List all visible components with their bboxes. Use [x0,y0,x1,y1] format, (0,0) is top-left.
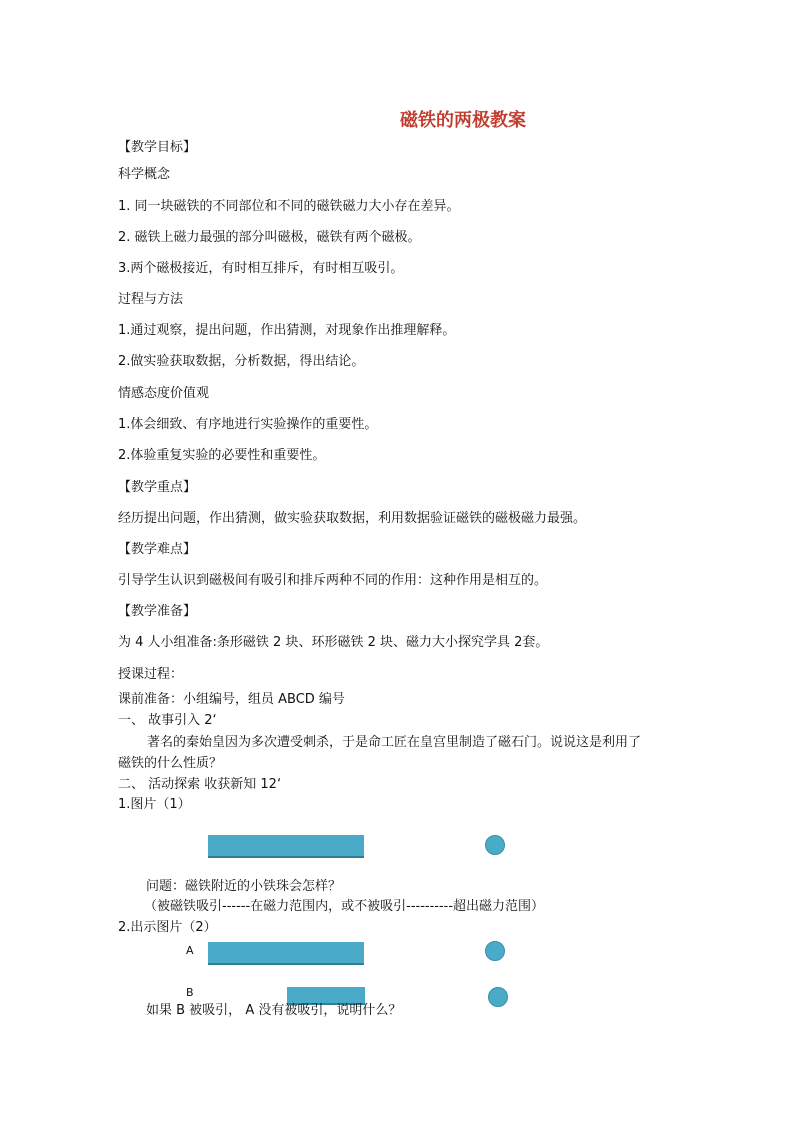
science-concept-item: 3.两个磁极接近，有时相互排斥，有时相互吸引。 [118,261,404,276]
label-a: A [186,944,194,957]
science-concept-item: 1. 同一块磁铁的不同部位和不同的磁铁磁力大小存在差异。 [118,199,460,214]
iron-ball-figure-b [488,987,508,1007]
section2-title: 二、 活动探索 收获新知 12‘ [118,777,282,792]
attitude-value-item: 2.体验重复实验的必要性和重要性。 [118,448,326,463]
page-title: 磁铁的两极教案 [400,110,526,131]
label-b: B [186,986,194,999]
section1-paragraph-line: 著名的秦始皇因为多次遭受刺杀，于是命工匠在皇宫里制造了磁石门。说说这是利用了 [147,735,642,750]
process-heading: 授课过程： [118,667,184,682]
picture1-label: 1.图片（1） [118,797,191,812]
key-point-heading: 【教学重点】 [118,480,197,495]
iron-ball-figure [485,835,505,855]
iron-ball-figure-a [485,941,505,961]
preparation-heading: 【教学准备】 [118,604,197,619]
section1-paragraph-line: 磁铁的什么性质？ [118,756,223,771]
bar-magnet-figure [208,835,364,858]
attitude-values-heading: 情感态度价值观 [118,386,210,401]
objectives-heading: 【教学目标】 [118,140,197,155]
process-methods-heading: 过程与方法 [118,292,184,307]
question2-text: 如果 B 被吸引， A 没有被吸引，说明什么？ [146,1003,402,1018]
answer1-text: （被磁铁吸引------在磁力范围内，或不被吸引----------超出磁力范围） [144,899,545,914]
process-method-item: 2.做实验获取数据，分析数据，得出结论。 [118,354,365,369]
question1-text: 问题：磁铁附近的小铁珠会怎样？ [146,879,342,894]
process-method-item: 1.通过观察，提出问题，作出猜测，对现象作出推理解释。 [118,323,456,338]
preparation-text: 为 4 人小组准备:条形磁铁 2 块、环形磁铁 2 块、磁力大小探究学具 2套。 [118,635,549,650]
science-concepts-heading: 科学概念 [118,167,171,182]
science-concept-item: 2. 磁铁上磁力最强的部分叫磁极，磁铁有两个磁极。 [118,230,421,245]
pre-class-text: 课前准备：小组编号，组员 ABCD 编号 [118,692,345,707]
bar-magnet-figure-a [208,942,364,965]
picture2-label: 2.出示图片（2） [118,920,217,935]
key-point-text: 经历提出问题，作出猜测，做实验获取数据，利用数据验证磁铁的磁极磁力最强。 [118,511,587,526]
difficulty-heading: 【教学难点】 [118,542,197,557]
attitude-value-item: 1.体会细致、有序地进行实验操作的重要性。 [118,417,378,432]
difficulty-text: 引导学生认识到磁极间有吸引和排斥两种不同的作用：这种作用是相互的。 [118,573,548,588]
section1-title: 一、 故事引入 2‘ [118,713,217,728]
